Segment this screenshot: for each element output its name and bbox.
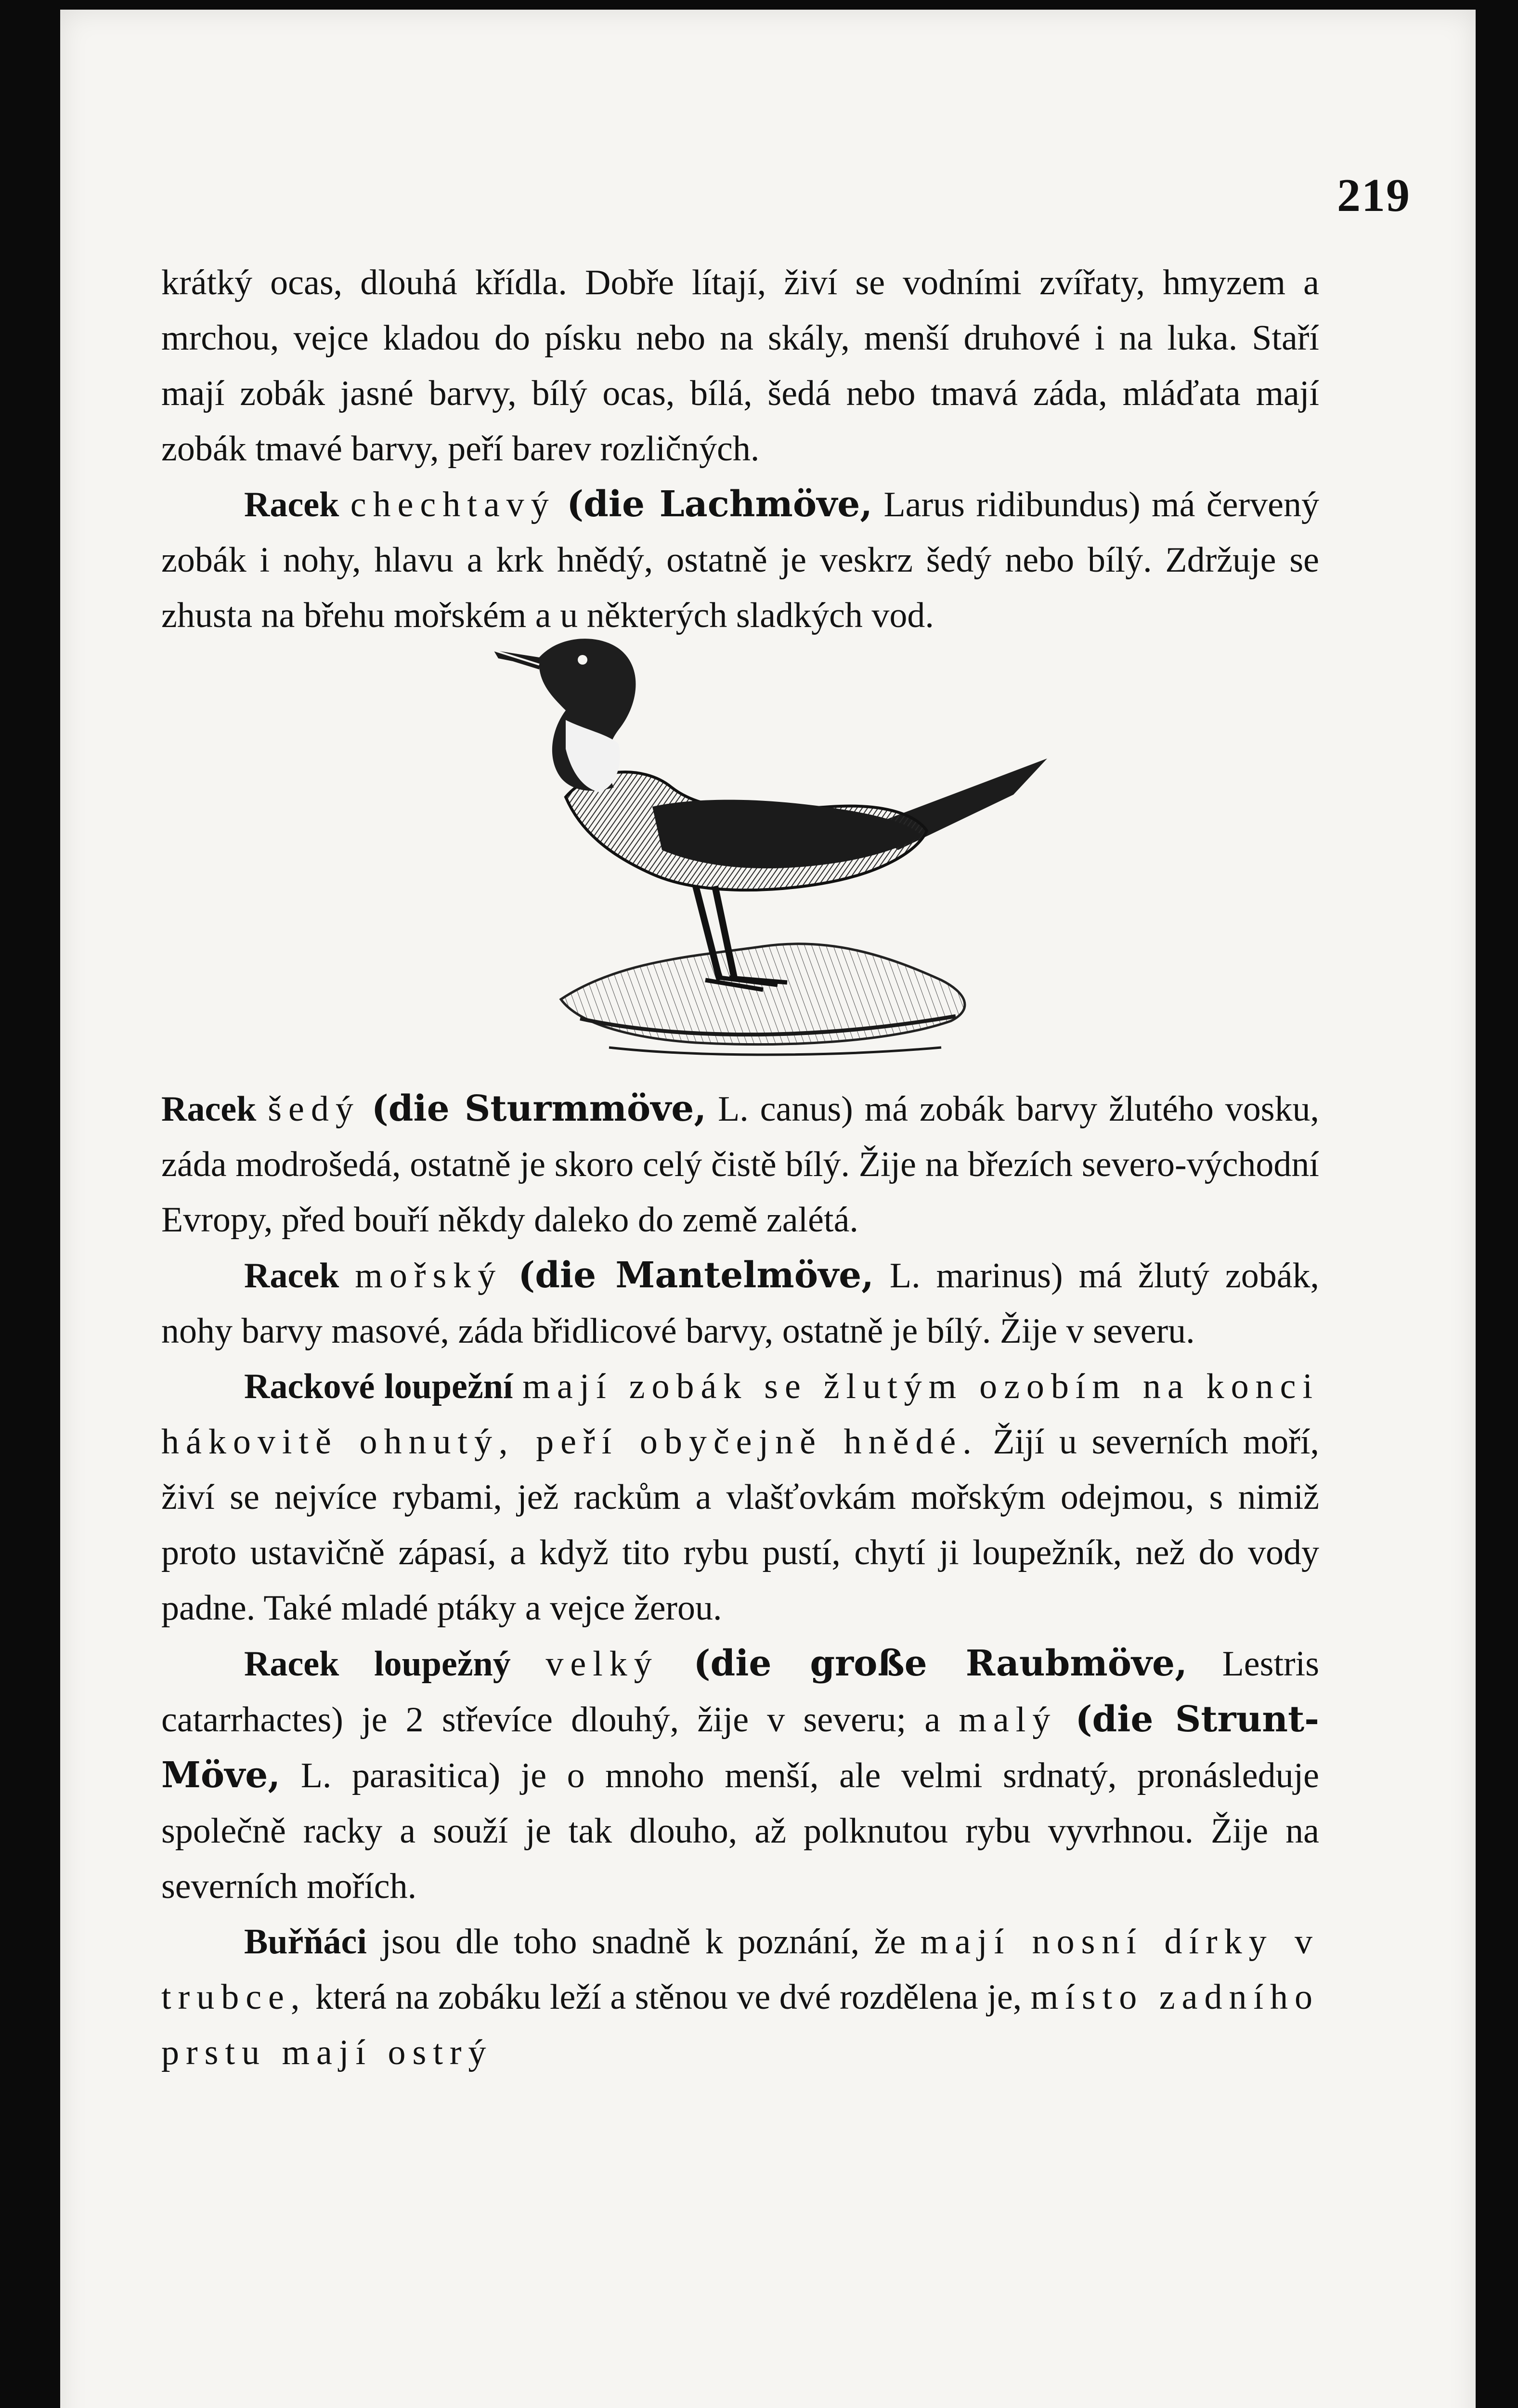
rock-shape xyxy=(561,944,965,1045)
german-name: (die Mantelmöve, xyxy=(518,1255,874,1296)
paragraph-rackove-loupezni xyxy=(161,1359,1319,1636)
paragraph-text: Žijí u severních moří, živí se nejvíce rybami, jež rackům a vlašťovkám mořským odejmou, s nimiž proto ustavičně zápasí, a když tito rybu pustí, chytí ji loupežník, než do vody padne. Také mladé ptáky a vejce žerou. xyxy=(161,1422,1319,1628)
species-name: Racek xyxy=(244,1256,339,1296)
paragraph-text-2: která na zobáku leží a stěnou ve dvé rozdělena je, xyxy=(315,1977,1022,2017)
species-epithet: velký xyxy=(545,1644,659,1684)
page-number: 219 xyxy=(1337,170,1411,222)
paragraph-text: L. canus) má zobák barvy žlutého vosku, záda modrošedá, ostatně je skoro celý čistě bílý. Žije na březích severo-východní Evropy, před bouří někdy daleko do země zalétá. xyxy=(161,1089,1320,1240)
species-name: Buřňáci xyxy=(244,1922,367,1962)
spaced-text: mají nosní dírky v trubce, xyxy=(161,1922,1320,2017)
text-block-bottom xyxy=(161,1081,1319,2081)
species-name: Racek loupežný xyxy=(244,1644,511,1684)
paragraph-gull-general xyxy=(161,255,1319,477)
paragraph-racek-sedy xyxy=(161,1081,1319,1248)
german-name: (die Lachmöve, xyxy=(567,484,873,525)
book-page xyxy=(60,10,1476,2408)
spaced-text-2: místo zadního prstu mají ostrý xyxy=(161,1977,1320,2072)
species-name: Racek xyxy=(161,1089,257,1129)
species-name: Rackové loupežní xyxy=(244,1367,513,1406)
species-epithet: šedý xyxy=(268,1089,360,1129)
paragraph-text: L. marinus) má žlutý zobák, nohy barvy masové, záda břidlicové barvy, ostatně je bílý. Žije v severu. xyxy=(161,1256,1320,1351)
paragraph-text: Larus ridibundus) má červený zobák i nohy, hlavu a krk hnědý, ostatně je veskrz šedý nebo bílý. Zdržuje se zhusta na břehu mořském a u některých sladkých vod. xyxy=(161,485,1320,635)
eye-shape xyxy=(578,655,587,665)
text-block-top xyxy=(161,255,1319,643)
paragraph-burnaci xyxy=(161,1914,1319,2081)
paragraph-text: krátký ocas, dlouhá křídla. Dobře lítají, živí se vodními zvířaty, hmyzem a mrchou, vejce kladou do písku nebo na skály, menší druhové i na luka. Staří mají zobák jasné barvy, bílý ocas, bílá, šedá nebo tmavá záda, mláďata mají zobák tmavé barvy, peří barev rozličných. xyxy=(161,263,1319,469)
gull-illustration xyxy=(493,624,1062,1074)
paragraph-text: Lestris catarrhactes) je 2 střevíce dlouhý, žije v severu; a xyxy=(161,1644,1319,1740)
paragraph-racek-loupezny xyxy=(161,1636,1319,1914)
german-name: (die Sturmmöve, xyxy=(371,1088,707,1129)
species-epithet-2: malý xyxy=(959,1700,1057,1740)
species-name: Racek xyxy=(244,485,339,524)
spaced-text: mají zobák se žlutým ozobím na konci hákovitě ohnutý, peří obyčejně hnědé. xyxy=(161,1367,1320,1462)
german-name-2: (die Strunt-Möve, xyxy=(161,1699,1319,1796)
paragraph-text: jsou dle toho snadně k poznání, že xyxy=(381,1922,906,1962)
paragraph-racek-morsky xyxy=(161,1248,1319,1359)
species-epithet: chechtavý xyxy=(350,485,556,524)
species-epithet: mořský xyxy=(355,1256,503,1296)
paragraph-text-2: L. parasitica) je o mnoho menší, ale velmi srdnatý, pronásleduje společně racky a souží je tak dlouho, až polknutou rybu vyvrhnou. Žije na severních mořích. xyxy=(161,1756,1320,1906)
german-name: (die große Raubmöve, xyxy=(693,1643,1187,1684)
paragraph-racek-chechtavy-intro xyxy=(161,477,1319,643)
